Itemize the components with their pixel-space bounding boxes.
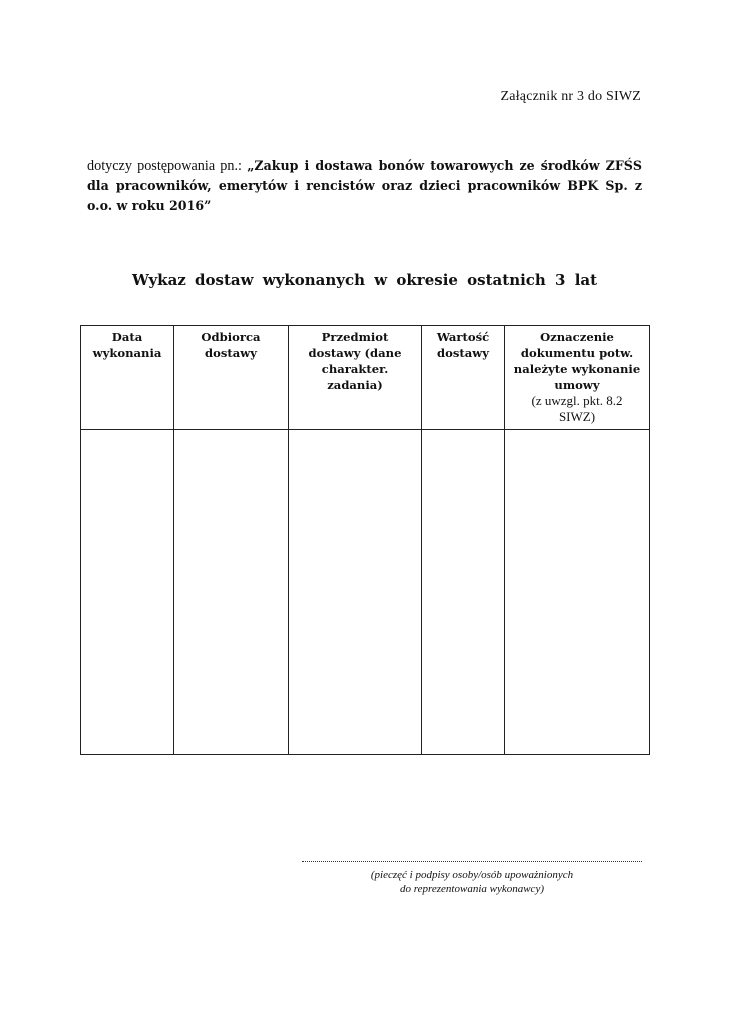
signature-caption-line: (pieczęć i podpisy osoby/osób upoważnionych (370, 869, 574, 881)
column-header-note: (z uwzgl. pkt. 8.2 SIWZ) (531, 393, 623, 424)
table-cell-document[interactable] (505, 430, 650, 755)
signature-caption-line: do reprezentowania wykonawcy) (400, 883, 544, 895)
table-cell-subject[interactable] (289, 430, 422, 755)
signature-line (302, 861, 642, 862)
attachment-label: Załącznik nr 3 do SIWZ (500, 89, 641, 104)
table-cell-recipient[interactable] (174, 430, 289, 755)
table-cell-value[interactable] (422, 430, 505, 755)
column-header-document (505, 326, 650, 430)
column-header-subject (289, 326, 422, 430)
column-header-label: Oznaczenie dokumentu potw. należyte wykonanie umowy (513, 330, 641, 392)
table-header-row (81, 326, 650, 430)
table-row (81, 430, 650, 755)
procedure-subject: „Zakup i dostawa bonów towarowych ze środków ZFŚS dla pracowników, emerytów i rencistów oraz dzieci pracowników BPK Sp. z o.o. w roku 2016” (87, 158, 642, 213)
table-cell-date[interactable] (81, 430, 174, 755)
page-title: Wykaz dostaw wykonanych w okresie ostatnich 3 lat (131, 271, 598, 289)
column-header-label: Wartość dostawy (436, 330, 490, 360)
column-header-label: Odbiorca dostawy (201, 330, 261, 360)
procedure-prefix: dotyczy postępowania pn.: (87, 158, 248, 174)
column-header-label: Przedmiot dostawy (dane charakter. zadania) (308, 330, 402, 392)
column-header-label: Data wykonania (92, 330, 162, 360)
signature-caption (302, 868, 642, 896)
procedure-description (87, 156, 642, 216)
column-header-recipient (174, 326, 289, 430)
column-header-value (422, 326, 505, 430)
deliveries-table (80, 325, 650, 755)
column-header-date (81, 326, 174, 430)
